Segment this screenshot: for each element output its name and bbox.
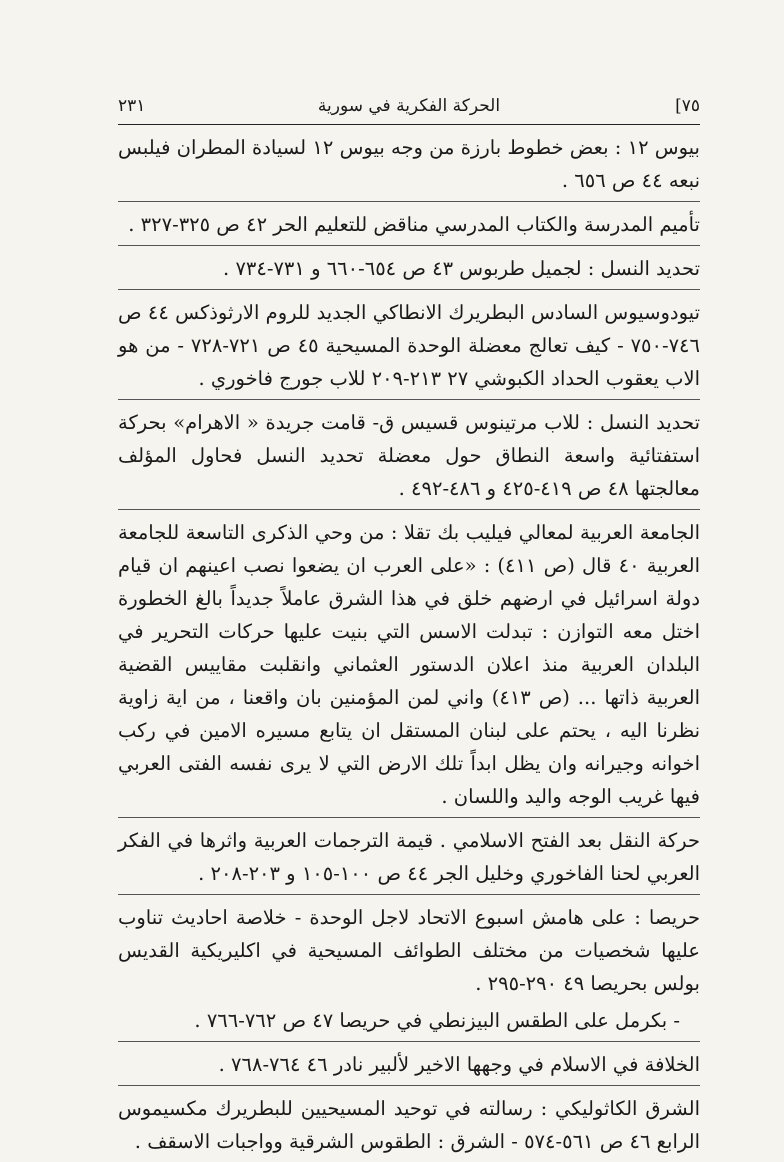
page-number-bracket: ٧٥] (675, 96, 700, 116)
page-number: ٢٣١ (118, 96, 146, 116)
index-entry: تأميم المدرسة والكتاب المدرسي مناقض للتعليم الحر ٤٢ ص ٣٢٥-٣٢٧ . (118, 208, 700, 246)
index-entry: الشرق الكاثوليكي : رسالته في توحيد المسيحيين للبطريرك مكسيموس الرابع ٤٦ ص ٥٦١-٥٧٤ - الشرق : الطقوس الشرقية وواجبات الاسقف . (118, 1097, 700, 1153)
index-entries (118, 131, 700, 1162)
index-entry: بيوس ١٢ : بعض خطوط بارزة من وجه بيوس ١٢ لسيادة المطران فيلبس نبعه ٤٤ ص ٦٥٦ . (118, 131, 700, 202)
running-title: الحركة الفكرية في سورية (317, 96, 501, 116)
index-entry: الخلافة في الاسلام في وجهها الاخير لألبير نادر ٤٦ ٧٦٤-٧٦٨ . (118, 1048, 700, 1086)
index-entry: حركة النقل بعد الفتح الاسلامي . قيمة الترجمات العربية واثرها في الفكر العربي لحنا الفاخوري وخليل الجر ٤٤ ص ١٠٠-١٠٥ و ٢٠٣-٢٠٨ . (118, 824, 700, 895)
index-entry: تحديد النسل : للاب مرتينوس قسيس ق- قامت جريدة « الاهرام» بحركة استفتائية واسعة النطاق حول معضلة تحديد النسل فحاول المؤلف معالجتها ٤٨ ص ٤١٩-٤٢٥ و ٤٨٦-٤٩٢ . (118, 406, 700, 510)
index-subentry: - بكرمل على الطقس البيزنطي في حريصا ٤٧ ص ٧٦٢-٧٦٦ . (118, 1004, 700, 1042)
index-entry: حريصا : على هامش اسبوع الاتحاد لاجل الوحدة - خلاصة احاديث تناوب عليها شخصيات من مختلف الطوائف المسيحية في اكليريكية القديس بولس بحريصا ٤٩ ٢٩٠-٢٩٥ . (118, 906, 700, 995)
page-header (118, 88, 700, 125)
index-entry: الجامعة العربية لمعالي فيليب بك تقلا : من وحي الذكرى التاسعة للجامعة العربية ٤٠ قال (ص ٤١١) : «على العرب ان يضعوا نصب اعينهم ان قيام دولة اسرائيل في ارضهم خلق في هذا الشرق عاملاً جديداً بالغ الخطورة اختل معه التوازن : تبدلت الاسس التي بنيت عليها حركات التحرير في البلدان العربية منذ اعلان الدستور العثماني وانقلبت مقاييس القضية العربية ذاتها ... (ص ٤١٣) واني لمن المؤمنين بان واقعنا ، من اية زاوية نظرنا اليه ، يحتم على لبنان المستقل ان يتابع مسيره الامين في ركب اخوانه وجيرانه وان يظل ابداً تلك الارض التي لا يرى نفسه الفتى العربي فيها غريب الوجه واليد واللسان . (118, 516, 700, 818)
index-entry: تحديد النسل : لجميل طربوس ٤٣ ص ٦٥٤-٦٦٠ و ٧٣١-٧٣٤ . (118, 252, 700, 290)
index-entry: تيودوسيوس السادس البطريرك الانطاكي الجديد للروم الارثوذكس ٤٤ ص ٧٤٦-٧٥٠ - كيف تعالج معضلة الوحدة المسيحية ٤٥ ص ٧٢١-٧٢٨ - من هو الاب يعقوب الحداد الكبوشي ٢٧ ٢١٣-٢٠٩ للاب جورج فاخوري . (118, 296, 700, 400)
